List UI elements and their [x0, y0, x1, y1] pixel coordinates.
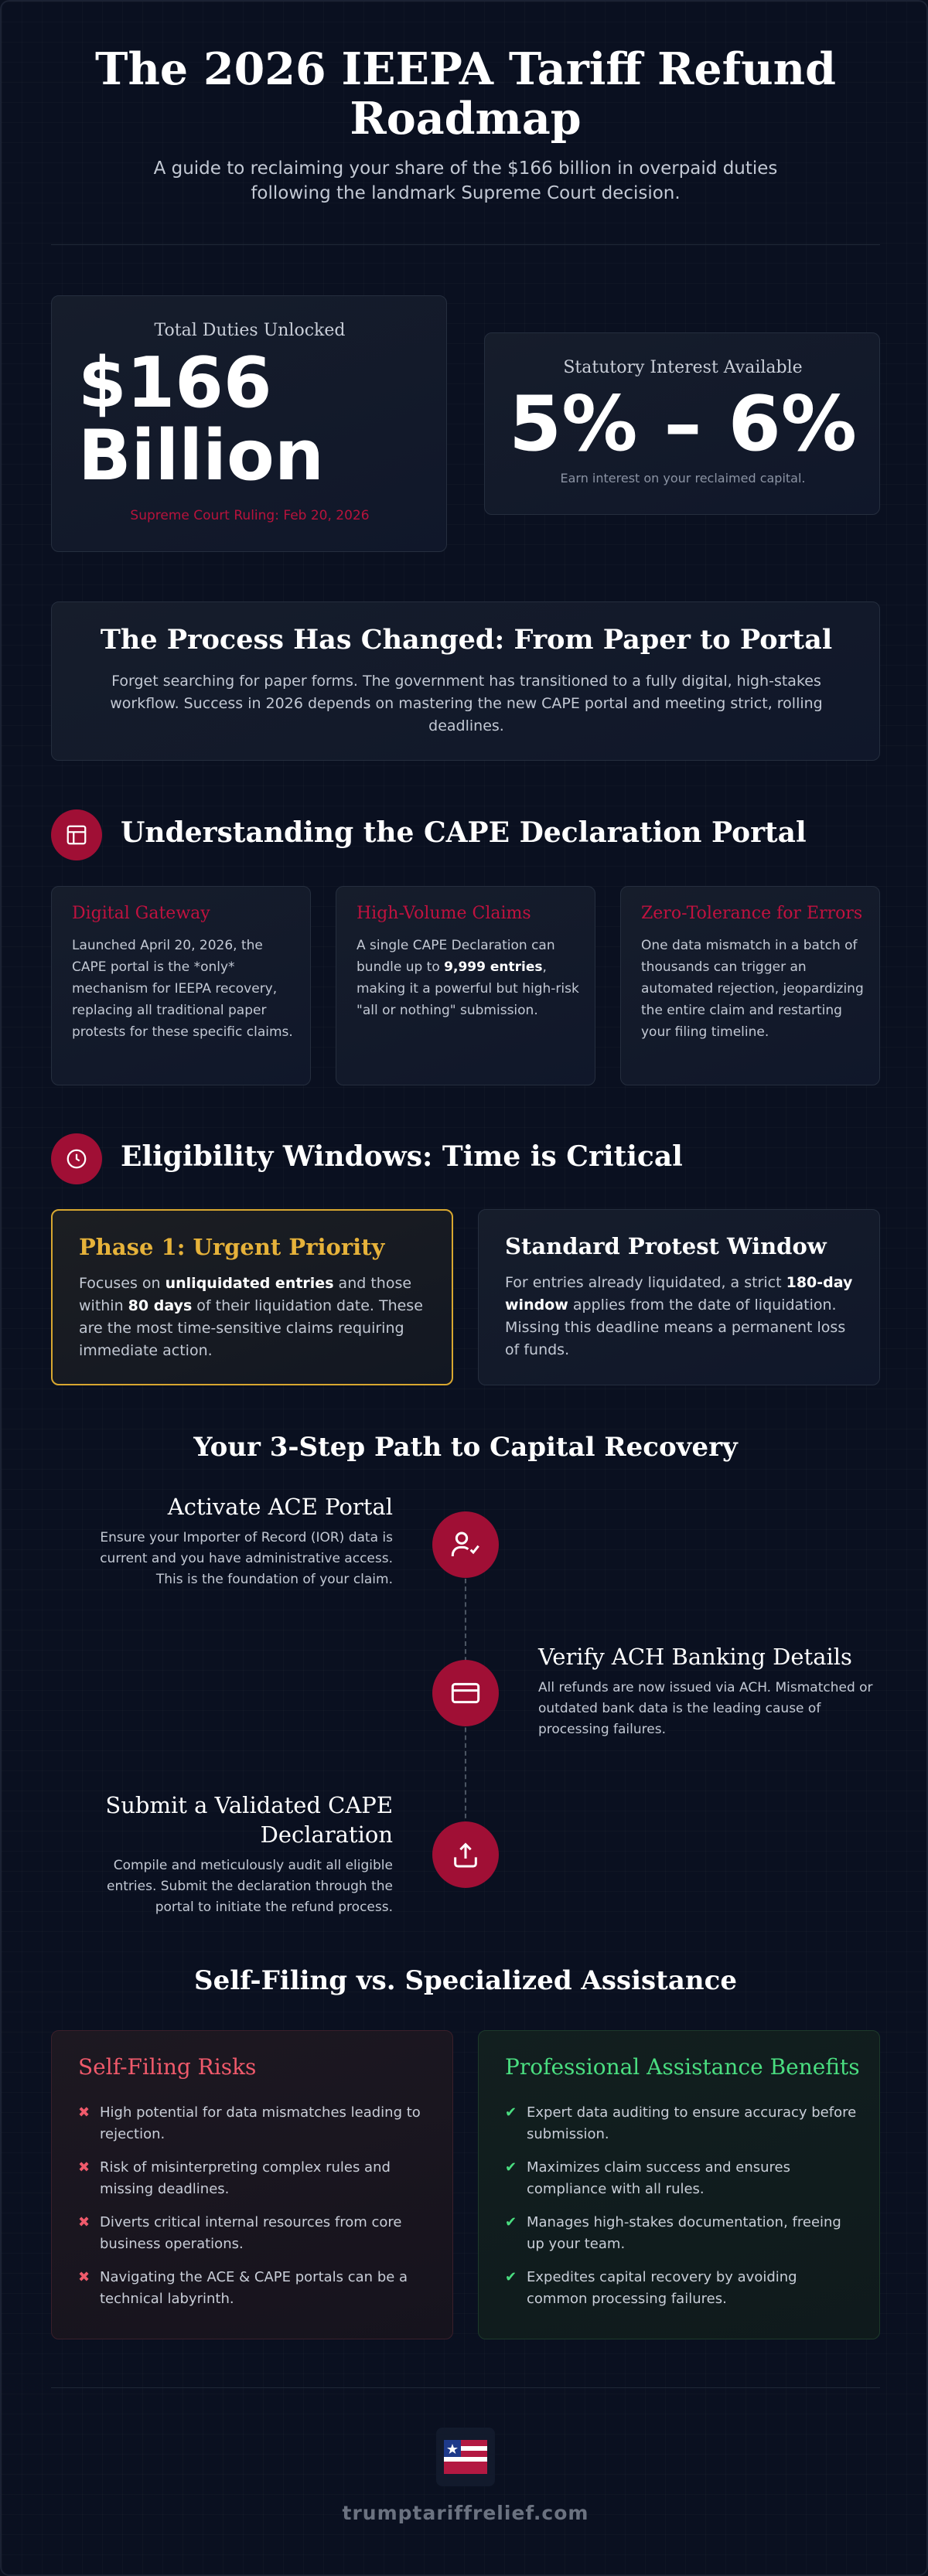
step-title: Submit a Validated CAPE Declaration — [105, 1792, 393, 1848]
list-item: ✔ Expert data auditing to ensure accuracy before submission. — [505, 2102, 861, 2145]
list-item: ✔ Expedites capital recovery by avoiding common processing failures. — [505, 2267, 861, 2310]
list-item: ✖ Navigating the ACE & CAPE portals can be a technical labyrinth. — [78, 2267, 434, 2310]
upload-icon — [450, 1839, 481, 1870]
eligibility-section-title: Eligibility Windows: Time is Critical — [121, 1140, 683, 1173]
feature-text: One data mismatch in a batch of thousands can trigger an automated rejection, jeopardizing the entire claim and restarting your filing timeline. — [641, 938, 864, 1040]
step-title: Verify ACH Banking Details — [538, 1644, 852, 1670]
footer-logo — [436, 2428, 495, 2486]
list-item: ✖ Diverts critical internal resources from core business operations. — [78, 2212, 434, 2255]
x-icon: ✖ — [78, 2159, 90, 2176]
x-icon: ✖ — [78, 2214, 90, 2230]
step-text: All refunds are now issued via ACH. Mismatched or outdated bank data is the leading cause of processing failures. — [538, 1680, 873, 1737]
process-title: The Process Has Changed: From Paper to Portal — [100, 624, 833, 656]
flag-logo-icon — [444, 2440, 487, 2474]
feature-text: A single CAPE Declaration can bundle up to 9,999 entries, making it a powerful but high-risk "all or nothing" submission. — [357, 938, 579, 1018]
check-icon: ✔ — [505, 2269, 517, 2285]
self-filing-risks-card — [51, 2030, 453, 2339]
stat-note: Earn interest on your reclaimed capital. — [560, 471, 806, 486]
feature-title: Zero-Tolerance for Errors — [641, 904, 863, 923]
phase1-text: Focuses on unliquidated entries and those within 80 days of their liquidation date. These are the most time-sensitive claims requiring immediate action. — [79, 1275, 423, 1359]
check-icon: ✔ — [505, 2104, 517, 2121]
step-text: Compile and meticulously audit all eligible entries. Submit the declaration through the portal to initiate the refund process. — [107, 1858, 393, 1915]
stat-card-duties — [51, 295, 447, 552]
stat-label: Statutory Interest Available — [563, 358, 803, 377]
risks-title: Self-Filing Risks — [78, 2054, 257, 2080]
list-item: ✖ High potential for data mismatches leading to rejection. — [78, 2102, 434, 2145]
steps-section-title: Your 3-Step Path to Capital Recovery — [193, 1432, 738, 1463]
check-icon: ✔ — [505, 2214, 517, 2230]
professional-benefits-card — [478, 2030, 880, 2339]
standard-window-card — [478, 1209, 880, 1385]
eligibility-section-icon-circle — [51, 1133, 102, 1184]
standard-text: For entries already liquidated, a strict 180-day window applies from the date of liquidation. Missing this deadline means a permanent loss of funds. — [505, 1274, 853, 1358]
step-2-circle — [432, 1660, 499, 1726]
credit-card-icon — [450, 1678, 481, 1709]
stat-label: Total Duties Unlocked — [154, 321, 346, 340]
step-text: Ensure your Importer of Record (IOR) data is current and you have administrative access. This is the foundation of your claim. — [100, 1530, 393, 1587]
stat-note: Supreme Court Ruling: Feb 20, 2026 — [130, 508, 370, 523]
list-item: ✖ Risk of misinterpreting complex rules and missing deadlines. — [78, 2157, 434, 2200]
step-1-circle — [432, 1511, 499, 1578]
feature-card-digital-gateway — [51, 886, 311, 1085]
stat-card-interest — [484, 332, 880, 515]
standard-title: Standard Protest Window — [505, 1233, 827, 1259]
layout-icon — [65, 823, 88, 847]
clock-icon — [65, 1147, 88, 1170]
feature-card-zero-tolerance — [620, 886, 880, 1085]
phase1-card — [51, 1209, 453, 1385]
phase1-title: Phase 1: Urgent Priority — [79, 1234, 385, 1260]
user-check-icon — [450, 1529, 481, 1560]
process-card — [51, 601, 880, 761]
cape-section-title: Understanding the CAPE Declaration Portal — [121, 816, 807, 849]
x-icon: ✖ — [78, 2104, 90, 2121]
check-icon: ✔ — [505, 2159, 517, 2176]
feature-title: Digital Gateway — [72, 904, 210, 923]
feature-text: Launched April 20, 2026, the CAPE portal is the *only* mechanism for IEEPA recovery, replacing all traditional paper protests for these specific claims. — [72, 938, 293, 1040]
footer-site[interactable]: trumptariffrelief.com — [342, 2502, 589, 2524]
stat-value-line2: Billion — [78, 415, 324, 496]
process-text: Forget searching for paper forms. The government has transitioned to a fully digital, high-stakes workflow. Success in 2026 depends on mastering the new CAPE portal and meeting strict, rolling deadlines. — [110, 673, 823, 734]
page-title: The 2026 IEEPA Tariff Refund Roadmap — [95, 43, 836, 145]
divider — [51, 244, 880, 245]
page-subtitle: A guide to reclaiming your share of the $166 billion in overpaid duties following the landmark Supreme Court decision. — [153, 158, 778, 203]
cape-section-icon-circle — [51, 809, 102, 860]
step-3-circle — [432, 1821, 499, 1888]
step-title: Activate ACE Portal — [167, 1494, 393, 1520]
risks-list — [78, 2102, 434, 2322]
stat-value: 5% – 6% — [509, 380, 857, 469]
list-item: ✔ Maximizes claim success and ensures compliance with all rules. — [505, 2157, 861, 2200]
stat-value-line1: $166 — [78, 342, 272, 424]
comparison-section-title: Self-Filing vs. Specialized Assistance — [194, 1965, 737, 1996]
feature-title: High-Volume Claims — [357, 904, 531, 923]
x-icon: ✖ — [78, 2269, 90, 2285]
benefits-list — [505, 2102, 861, 2322]
feature-card-high-volume — [336, 886, 595, 1085]
list-item: ✔ Manages high-stakes documentation, freeing up your team. — [505, 2212, 861, 2255]
divider — [51, 2387, 880, 2388]
benefits-title: Professional Assistance Benefits — [505, 2054, 860, 2080]
